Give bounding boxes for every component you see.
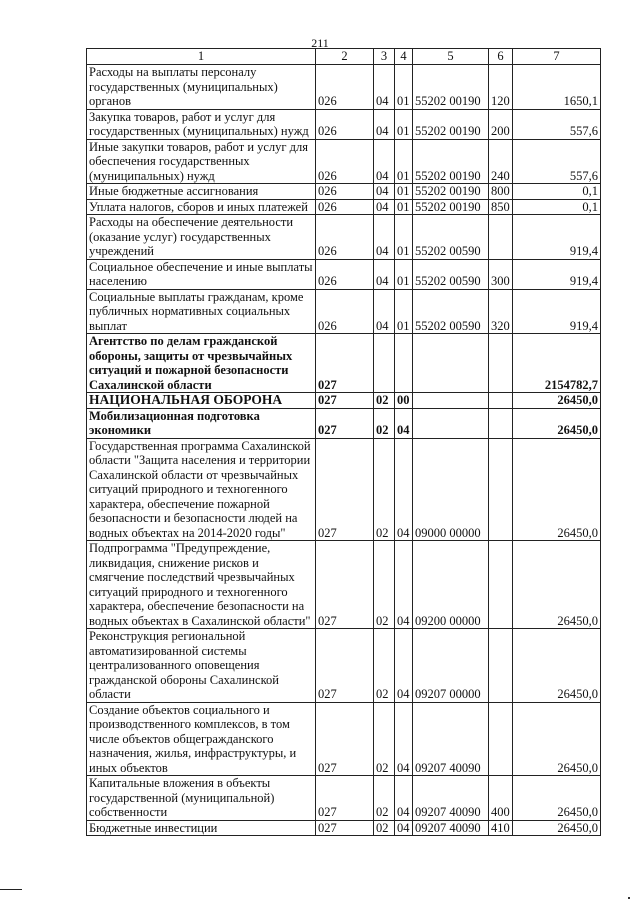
- expense-name: Агентство по делам гражданской обороны, защиты от чрезвычайных ситуаций и пожарной безопасности Сахалинской области: [87, 334, 316, 393]
- amount: 26450,0: [513, 438, 601, 541]
- target-article-code: [413, 393, 489, 409]
- section-code: 02: [374, 702, 395, 776]
- section-code: 02: [374, 776, 395, 821]
- target-article-code: 55202 00590: [413, 259, 489, 289]
- amount: 26450,0: [513, 629, 601, 703]
- subsection-code: [395, 334, 413, 393]
- expense-name: Уплата налогов, сборов и иных платежей: [87, 199, 316, 215]
- expense-type-code: 410: [489, 820, 513, 836]
- expense-type-code: 240: [489, 139, 513, 184]
- amount: 557,6: [513, 139, 601, 184]
- section-code: [374, 334, 395, 393]
- expense-type-code: 800: [489, 184, 513, 200]
- amount: 0,1: [513, 184, 601, 200]
- table-row: [87, 65, 601, 110]
- table-row: [87, 215, 601, 260]
- ministry-code: 026: [316, 199, 374, 215]
- table-row: [87, 629, 601, 703]
- amount: 26450,0: [513, 541, 601, 629]
- expense-name: Реконструкция региональной автоматизированной системы централизованного оповещения гражданской обороны Сахалинской области: [87, 629, 316, 703]
- section-code: 04: [374, 184, 395, 200]
- amount: 919,4: [513, 289, 601, 334]
- target-article-code: 55202 00190: [413, 199, 489, 215]
- target-article-code: [413, 408, 489, 438]
- target-article-code: 55202 00190: [413, 109, 489, 139]
- section-code: 02: [374, 820, 395, 836]
- scan-artifact-line: [0, 889, 22, 890]
- expense-type-code: [489, 408, 513, 438]
- amount: 919,4: [513, 215, 601, 260]
- budget-table: [86, 48, 601, 836]
- amount: 26450,0: [513, 408, 601, 438]
- amount: 26450,0: [513, 776, 601, 821]
- section-code: 02: [374, 629, 395, 703]
- amount: 919,4: [513, 259, 601, 289]
- amount: 26450,0: [513, 820, 601, 836]
- ministry-code: 027: [316, 438, 374, 541]
- ministry-code: 027: [316, 393, 374, 409]
- expense-name: Иные бюджетные ассигнования: [87, 184, 316, 200]
- subsection-code: 01: [395, 259, 413, 289]
- expense-type-code: [489, 541, 513, 629]
- ministry-code: 027: [316, 408, 374, 438]
- section-code: 04: [374, 139, 395, 184]
- table-row: [87, 820, 601, 836]
- section-code: 04: [374, 65, 395, 110]
- table-row: [87, 776, 601, 821]
- ministry-code: 026: [316, 215, 374, 260]
- expense-type-code: 850: [489, 199, 513, 215]
- target-article-code: 09200 00000: [413, 541, 489, 629]
- subsection-code: 04: [395, 541, 413, 629]
- section-code: 04: [374, 215, 395, 260]
- table-row: [87, 702, 601, 776]
- target-article-code: 55202 00190: [413, 139, 489, 184]
- expense-type-code: [489, 215, 513, 260]
- table-row: [87, 109, 601, 139]
- amount: 557,6: [513, 109, 601, 139]
- subsection-code: 01: [395, 215, 413, 260]
- ministry-code: 026: [316, 139, 374, 184]
- subsection-code: 04: [395, 820, 413, 836]
- expense-name: Расходы на выплаты персоналу государственных (муниципальных) органов: [87, 65, 316, 110]
- table-row: [87, 541, 601, 629]
- table-row: [87, 438, 601, 541]
- section-code: 02: [374, 393, 395, 409]
- ministry-code: 026: [316, 289, 374, 334]
- ministry-code: 026: [316, 259, 374, 289]
- header-col-1: 1: [87, 49, 316, 65]
- target-article-code: 09207 00000: [413, 629, 489, 703]
- expense-name: Подпрограмма "Предупреждение, ликвидация, снижение рисков и смягчение последствий чрезвычайных ситуаций природного и техногенного характера, обеспечение безопасности на водных объектах в Сахалинской области": [87, 541, 316, 629]
- header-col-4: 4: [395, 49, 413, 65]
- ministry-code: 027: [316, 820, 374, 836]
- target-article-code: 55202 00590: [413, 289, 489, 334]
- header-col-7: 7: [513, 49, 601, 65]
- section-code: 02: [374, 408, 395, 438]
- amount: 26450,0: [513, 702, 601, 776]
- subsection-code: 04: [395, 776, 413, 821]
- ministry-code: 026: [316, 109, 374, 139]
- expense-type-code: [489, 438, 513, 541]
- expense-type-code: 300: [489, 259, 513, 289]
- subsection-code: 04: [395, 702, 413, 776]
- target-article-code: [413, 334, 489, 393]
- target-article-code: 09207 40090: [413, 820, 489, 836]
- section-code: 02: [374, 541, 395, 629]
- ministry-code: 027: [316, 541, 374, 629]
- subsection-code: 04: [395, 408, 413, 438]
- subsection-code: 01: [395, 109, 413, 139]
- subsection-code: 01: [395, 65, 413, 110]
- subsection-code: 01: [395, 199, 413, 215]
- ministry-code: 026: [316, 65, 374, 110]
- table-row: [87, 334, 601, 393]
- expense-name: Мобилизационная подготовка экономики: [87, 408, 316, 438]
- ministry-code: 027: [316, 629, 374, 703]
- table-row: [87, 408, 601, 438]
- table-row: [87, 199, 601, 215]
- header-row: [87, 49, 601, 65]
- expense-name: Иные закупки товаров, работ и услуг для обеспечения государственных (муниципальных) нужд: [87, 139, 316, 184]
- expense-type-code: [489, 702, 513, 776]
- table-row: [87, 393, 601, 409]
- expense-name: Бюджетные инвестиции: [87, 820, 316, 836]
- expense-type-code: [489, 334, 513, 393]
- expense-type-code: 400: [489, 776, 513, 821]
- expense-type-code: 120: [489, 65, 513, 110]
- target-article-code: 09000 00000: [413, 438, 489, 541]
- page-number: 211: [311, 36, 329, 50]
- expense-name: Социальные выплаты гражданам, кроме публичных нормативных социальных выплат: [87, 289, 316, 334]
- target-article-code: 09207 40090: [413, 776, 489, 821]
- section-code: 04: [374, 289, 395, 334]
- table-row: [87, 289, 601, 334]
- target-article-code: 55202 00190: [413, 65, 489, 110]
- expense-type-code: 200: [489, 109, 513, 139]
- subsection-code: 01: [395, 139, 413, 184]
- header-col-5: 5: [413, 49, 489, 65]
- table-row: [87, 139, 601, 184]
- amount: 1650,1: [513, 65, 601, 110]
- header-col-6: 6: [489, 49, 513, 65]
- header-col-2: 2: [316, 49, 374, 65]
- section-code: 04: [374, 259, 395, 289]
- table-row: [87, 184, 601, 200]
- scan-artifact-dot: [628, 897, 630, 899]
- expense-name: НАЦИОНАЛЬНАЯ ОБОРОНА: [87, 393, 316, 409]
- expense-type-code: [489, 629, 513, 703]
- expense-name: Закупка товаров, работ и услуг для государственных (муниципальных) нужд: [87, 109, 316, 139]
- subsection-code: 01: [395, 289, 413, 334]
- ministry-code: 027: [316, 776, 374, 821]
- ministry-code: 026: [316, 184, 374, 200]
- subsection-code: 00: [395, 393, 413, 409]
- amount: 26450,0: [513, 393, 601, 409]
- table-row: [87, 259, 601, 289]
- ministry-code: 027: [316, 334, 374, 393]
- expense-type-code: [489, 393, 513, 409]
- expense-type-code: 320: [489, 289, 513, 334]
- amount: 2154782,7: [513, 334, 601, 393]
- expense-name: Расходы на обеспечение деятельности (оказание услуг) государственных учреждений: [87, 215, 316, 260]
- target-article-code: 55202 00190: [413, 184, 489, 200]
- target-article-code: 09207 40090: [413, 702, 489, 776]
- subsection-code: 04: [395, 629, 413, 703]
- ministry-code: 027: [316, 702, 374, 776]
- header-col-3: 3: [374, 49, 395, 65]
- section-code: 04: [374, 199, 395, 215]
- expense-name: Государственная программа Сахалинской области "Защита населения и территории Сахалинской области от чрезвычайных ситуаций природного и техногенного характера, обеспечение пожарной безопасности и безопасности людей на водных объектах на 2014-2020 годы": [87, 438, 316, 541]
- expense-name: Создание объектов социального и производственного комплексов, в том числе объектов общегражданского назначения, жилья, инфраструктуры, и иных объектов: [87, 702, 316, 776]
- section-code: 04: [374, 109, 395, 139]
- expense-name: Капитальные вложения в объекты государственной (муниципальной) собственности: [87, 776, 316, 821]
- amount: 0,1: [513, 199, 601, 215]
- subsection-code: 04: [395, 438, 413, 541]
- subsection-code: 01: [395, 184, 413, 200]
- target-article-code: 55202 00590: [413, 215, 489, 260]
- expense-name: Социальное обеспечение и иные выплаты населению: [87, 259, 316, 289]
- section-code: 02: [374, 438, 395, 541]
